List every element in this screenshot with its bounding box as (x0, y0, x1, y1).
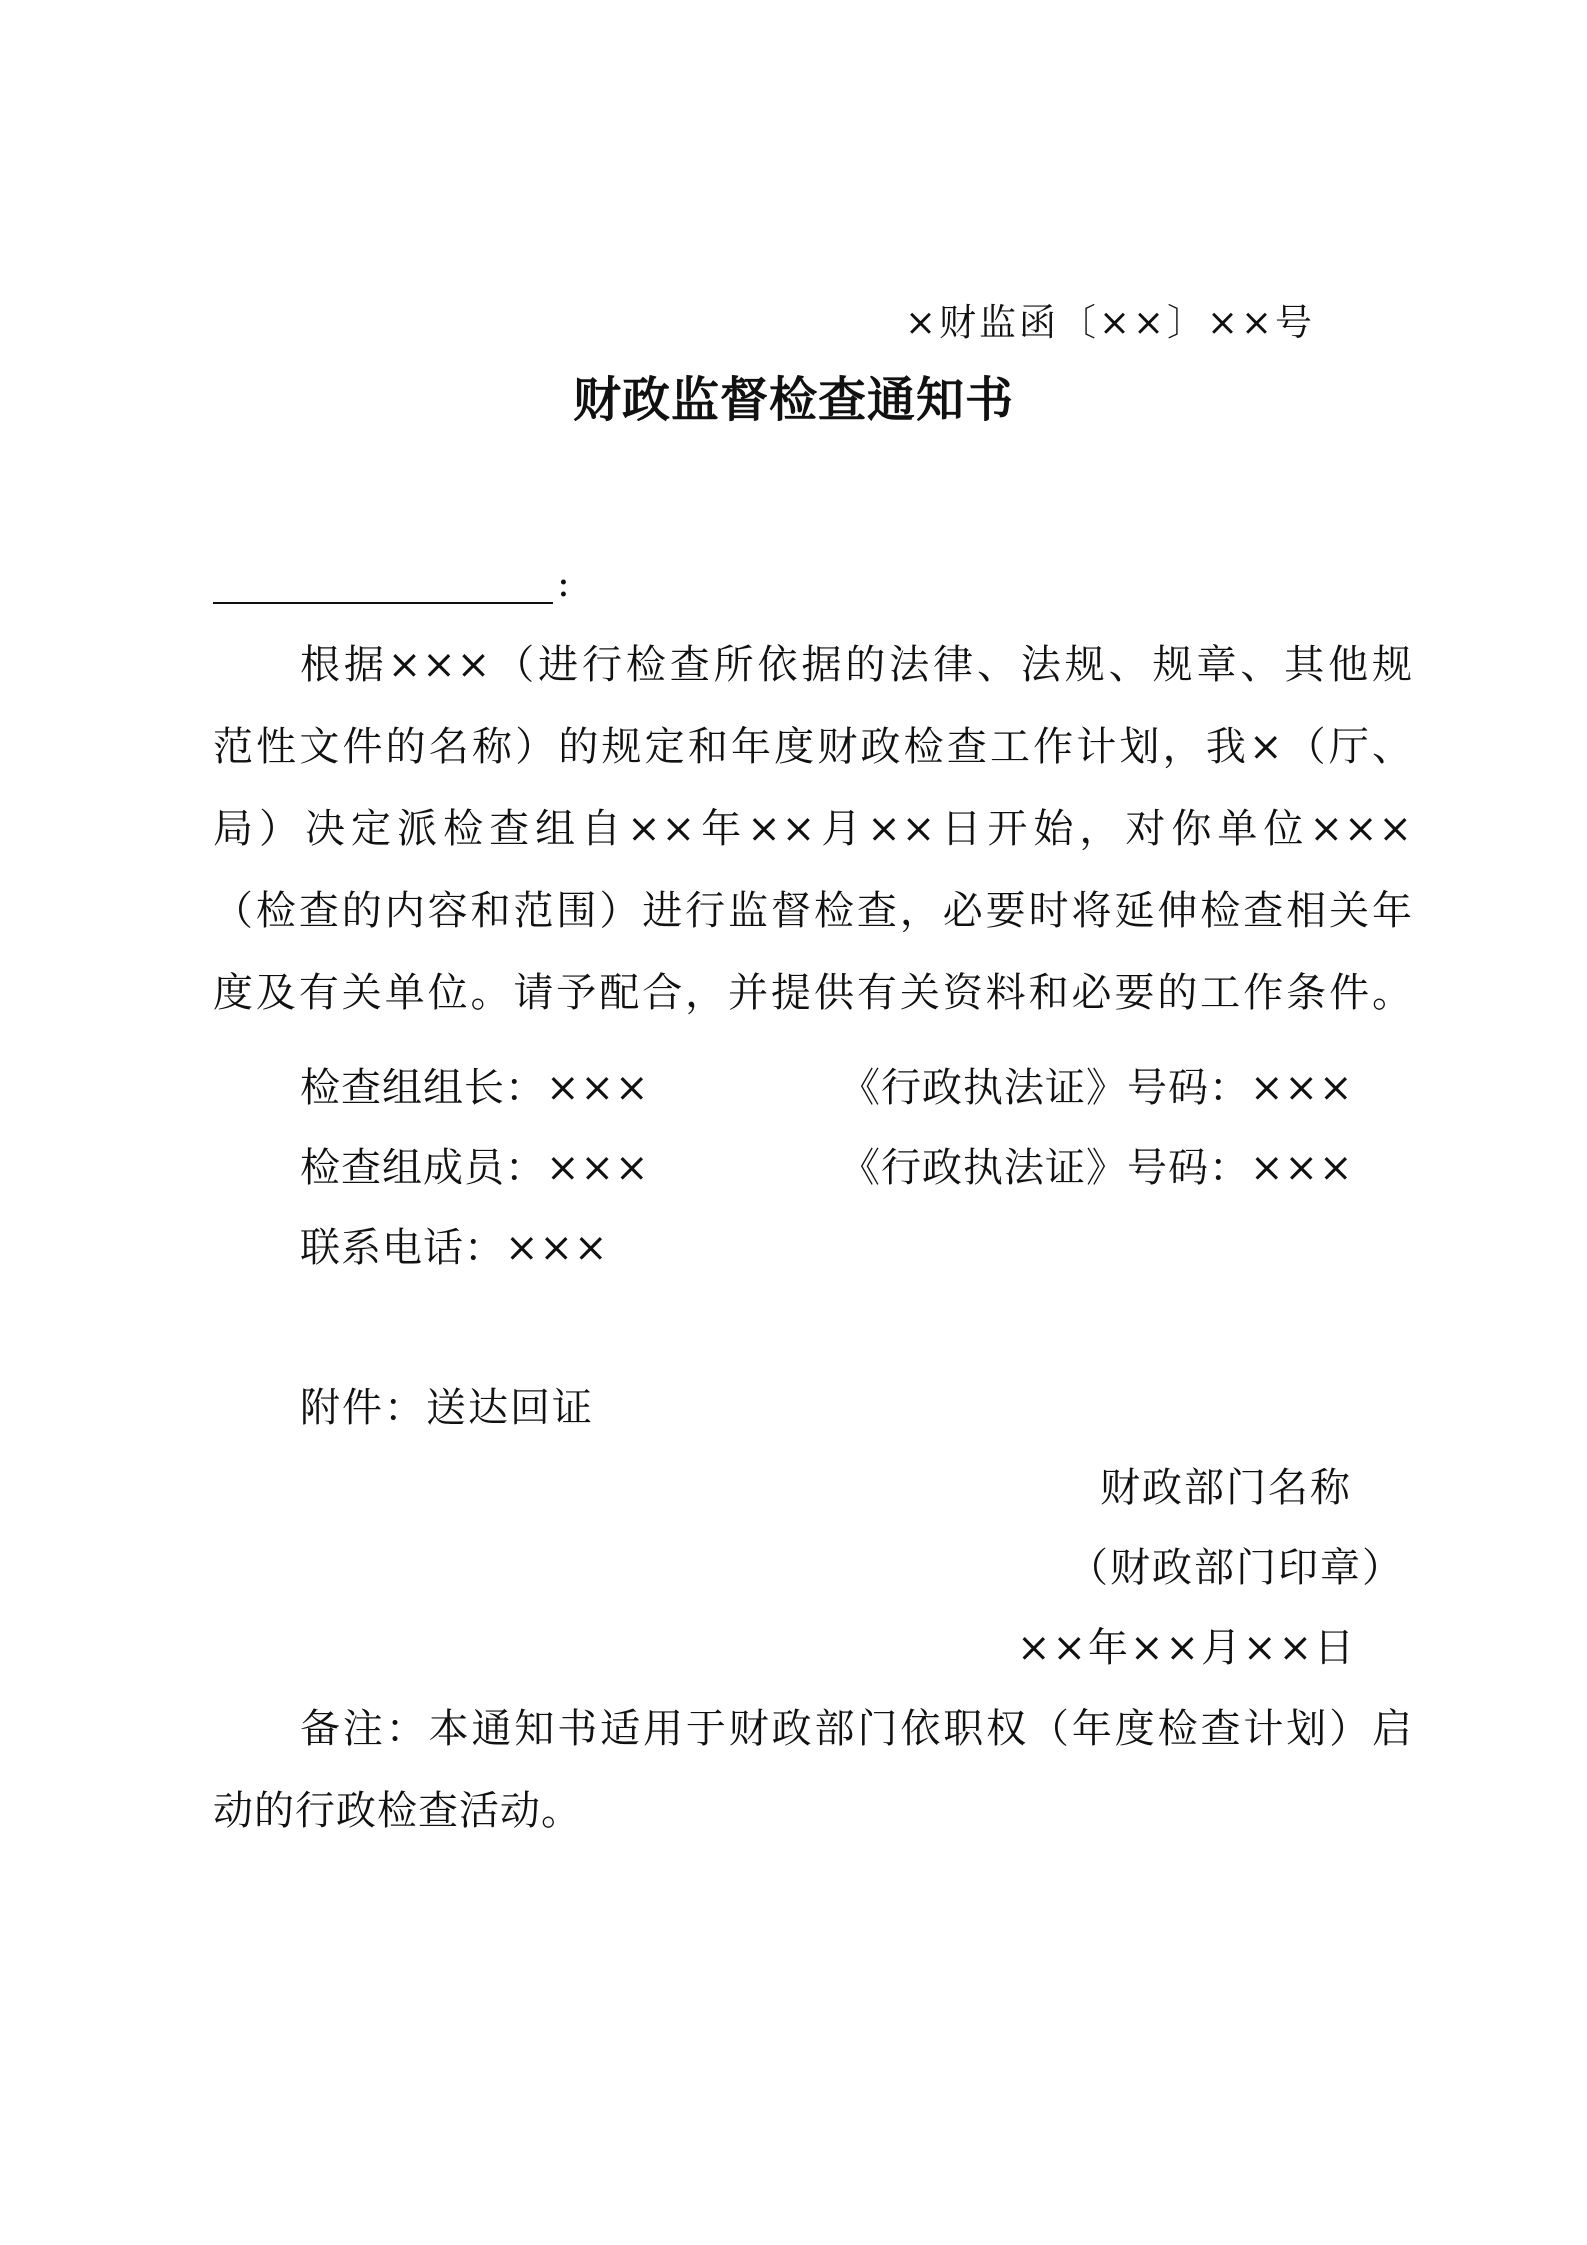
body-line: 局）决定派检查组自××年××月××日开始，对你单位××× (213, 806, 1413, 852)
team-members-row (300, 1128, 1354, 1208)
note-section (213, 1688, 1413, 1852)
addressee-line (213, 548, 570, 608)
signature-date: ××年××月××日 (1017, 1625, 1357, 1671)
addressee-blank (213, 562, 553, 604)
attachment-line: 附件：送达回证 (300, 1385, 594, 1431)
department-name: 财政部门名称 (1100, 1465, 1352, 1511)
team-leader-license: 《行政执法证》号码：××× (840, 1065, 1354, 1111)
document-title: 财政监督检查通知书 (572, 372, 1014, 428)
note-line: 动的行政检查活动。 (213, 1788, 582, 1834)
notice-body (213, 624, 1413, 1034)
note-line: 备注：本通知书适用于财政部门依职权（年度检查计划）启 (300, 1706, 1413, 1752)
contact-phone: 联系电话：××× (300, 1225, 609, 1271)
body-line: 范性文件的名称）的规定和年度财政检查工作计划，我×（厅、 (213, 724, 1413, 770)
document-number: ×财监函〔××〕××号 (905, 301, 1316, 344)
team-leader-label: 检查组组长：××× (300, 1065, 650, 1111)
addressee-colon: : (557, 561, 570, 605)
body-line: 根据×××（进行检查所依据的法律、法规、规章、其他规 (300, 642, 1413, 688)
department-seal: （财政部门印章） (1068, 1545, 1404, 1591)
team-leader-row (300, 1048, 1354, 1128)
team-members-license: 《行政执法证》号码：××× (840, 1145, 1354, 1191)
team-members-label: 检查组成员：××× (300, 1145, 650, 1191)
body-line: （检查的内容和范围）进行监督检查，必要时将延伸检查相关年 (213, 888, 1413, 934)
body-line: 度及有关单位。请予配合，并提供有关资料和必要的工作条件。 (213, 970, 1413, 1016)
